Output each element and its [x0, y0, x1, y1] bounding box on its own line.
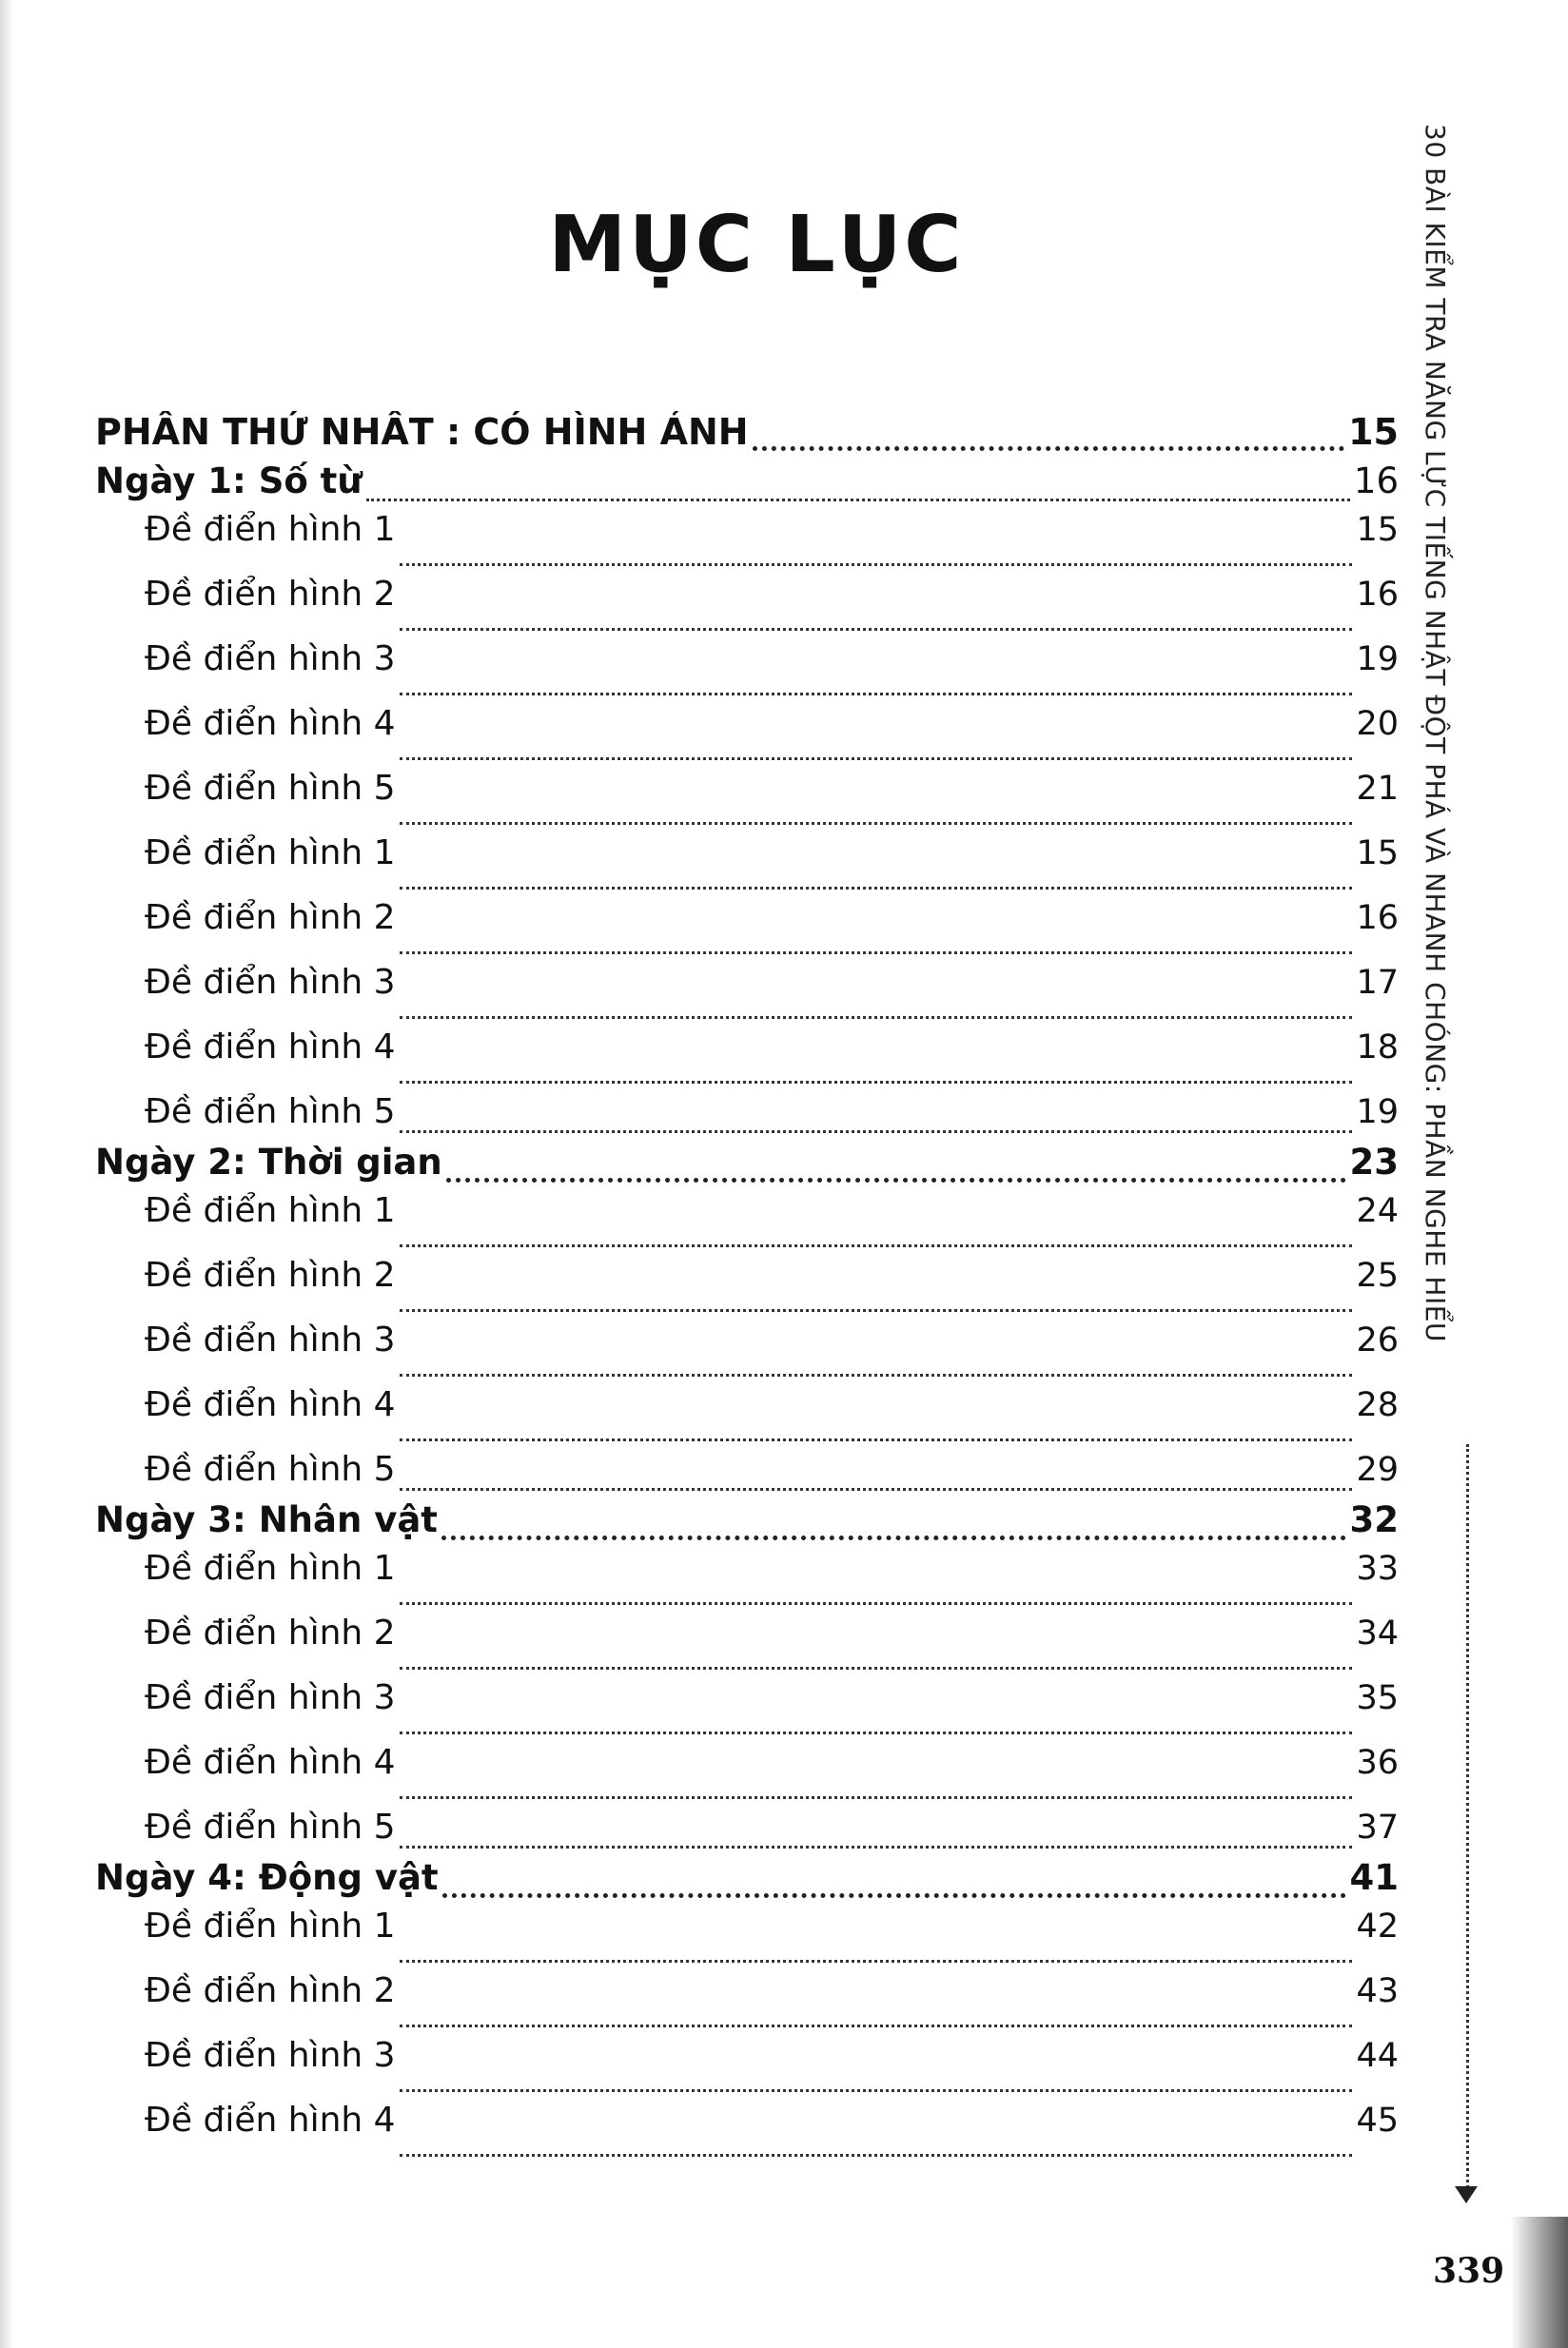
toc-label: Đề điển hình 3	[145, 639, 396, 678]
toc-label: Ngày 1: Số từ	[95, 460, 363, 501]
toc-label: Đề điển hình 4	[145, 2101, 396, 2140]
dot-leader	[400, 1488, 1353, 1491]
toc-label: Đề điển hình 1	[145, 1907, 396, 1946]
toc-entry[interactable]	[95, 575, 1399, 639]
toc-label: Đề điển hình 1	[145, 833, 396, 872]
toc-entry[interactable]	[95, 1907, 1399, 1971]
toc-page-number: 25	[1356, 1257, 1399, 1295]
toc-label: PHẦN THỨ NHẤT : CÓ HÌNH ẢNH	[95, 411, 749, 453]
toc-day-heading[interactable]	[95, 1142, 1399, 1191]
toc-page-number: 19	[1356, 640, 1399, 678]
page-title: MỤC LỤC	[548, 200, 965, 290]
page-shadow-left	[0, 0, 13, 2348]
toc-entry[interactable]	[95, 510, 1399, 575]
toc-label: Ngày 3: Nhân vật	[95, 1499, 438, 1540]
toc-page-number: 43	[1356, 1972, 1399, 2010]
dot-leader	[400, 1667, 1353, 1670]
arrow-down-icon	[1455, 2186, 1478, 2203]
toc-page-number: 23	[1349, 1142, 1399, 1183]
toc-entry[interactable]	[95, 1256, 1399, 1321]
dot-leader	[400, 1374, 1353, 1377]
toc-label: Đề điển hình 1	[145, 510, 396, 549]
toc-entry[interactable]	[95, 1092, 1399, 1142]
toc-entry[interactable]	[95, 898, 1399, 963]
dot-leader	[400, 887, 1353, 890]
toc-label: Đề điển hình 2	[145, 1256, 396, 1295]
dot-leader	[400, 563, 1353, 566]
toc-entry[interactable]	[95, 1678, 1399, 1743]
toc-label: Đề điển hình 3	[145, 2036, 396, 2075]
dot-leader	[446, 1178, 1346, 1183]
dot-leader	[400, 1081, 1353, 1084]
toc-page-number: 15	[1356, 834, 1399, 872]
toc-entry[interactable]	[95, 639, 1399, 704]
toc-label: Đề điển hình 4	[145, 1385, 396, 1424]
dot-leader	[441, 1536, 1346, 1540]
dot-leader	[400, 757, 1353, 760]
toc-entry[interactable]	[95, 1385, 1399, 1450]
dot-leader	[400, 1796, 1353, 1799]
toc-page-number: 26	[1356, 1321, 1399, 1360]
table-of-contents	[95, 411, 1399, 2165]
toc-page-number: 32	[1349, 1499, 1399, 1540]
toc-label: Đề điển hình 3	[145, 1678, 396, 1717]
side-dotted-line	[1466, 1444, 1469, 2188]
toc-page-number: 28	[1356, 1386, 1399, 1424]
toc-page-number: 16	[1356, 576, 1399, 614]
toc-page-number: 21	[1356, 770, 1399, 808]
toc-label: Đề điển hình 5	[145, 1092, 396, 1131]
toc-day-heading[interactable]	[95, 460, 1399, 510]
toc-entry[interactable]	[95, 1191, 1399, 1256]
toc-label: Ngày 2: Thời gian	[95, 1142, 442, 1183]
toc-page-number: 24	[1356, 1192, 1399, 1230]
toc-page-number: 18	[1356, 1028, 1399, 1066]
dot-leader	[442, 1893, 1346, 1898]
dot-leader	[366, 499, 1350, 501]
toc-page-number: 20	[1356, 705, 1399, 743]
dot-leader	[400, 951, 1353, 954]
toc-label: Đề điển hình 1	[145, 1549, 396, 1588]
toc-page-number: 19	[1356, 1093, 1399, 1131]
toc-entry[interactable]	[95, 1027, 1399, 1092]
toc-page-number: 34	[1356, 1614, 1399, 1653]
toc-page-number: 29	[1356, 1451, 1399, 1489]
dot-leader	[400, 1309, 1353, 1312]
toc-entry[interactable]	[95, 2036, 1399, 2101]
toc-label: Đề điển hình 2	[145, 1971, 396, 2010]
toc-day-heading[interactable]	[95, 1857, 1399, 1907]
toc-entry[interactable]	[95, 2101, 1399, 2165]
toc-page-number: 41	[1349, 1857, 1399, 1898]
toc-entry[interactable]	[95, 1971, 1399, 2036]
toc-part-heading[interactable]	[95, 411, 1399, 460]
toc-page-number: 42	[1356, 1908, 1399, 1946]
toc-label: Đề điển hình 2	[145, 898, 396, 937]
dot-leader	[753, 446, 1345, 451]
dot-leader	[400, 1016, 1353, 1019]
toc-page-number: 15	[1348, 411, 1399, 453]
toc-page-number: 16	[1353, 460, 1399, 501]
toc-label: Đề điển hình 4	[145, 704, 396, 743]
dot-leader	[400, 1438, 1353, 1441]
toc-label: Đề điển hình 2	[145, 1614, 396, 1653]
toc-entry[interactable]	[95, 1321, 1399, 1385]
toc-day-heading[interactable]	[95, 1499, 1399, 1549]
toc-entry[interactable]	[95, 1614, 1399, 1678]
dot-leader	[400, 628, 1353, 631]
toc-label: Đề điển hình 5	[145, 1808, 396, 1847]
toc-label: Đề điển hình 1	[145, 1191, 396, 1230]
toc-page-number: 15	[1356, 511, 1399, 549]
toc-page-number: 33	[1356, 1550, 1399, 1588]
dot-leader	[400, 822, 1353, 825]
toc-page-number: 16	[1356, 899, 1399, 937]
dot-leader	[400, 1732, 1353, 1734]
toc-label: Đề điển hình 3	[145, 963, 396, 1002]
dot-leader	[400, 1244, 1353, 1247]
toc-label: Đề điển hình 3	[145, 1321, 396, 1360]
toc-page-number: 37	[1356, 1809, 1399, 1847]
running-header-vertical: 30 BÀI KIỂM TRA NĂNG LỰC TIẾNG NHẬT ĐỘT PHÁ VÀ NHANH CHÓNG: PHẦN NGHE HIỂU	[1420, 124, 1451, 1342]
toc-label: Đề điển hình 5	[145, 1450, 396, 1489]
toc-label: Ngày 4: Động vật	[95, 1857, 439, 1898]
toc-entry[interactable]	[95, 704, 1399, 769]
toc-page-number: 36	[1356, 1744, 1399, 1782]
toc-entry[interactable]	[95, 963, 1399, 1027]
dot-leader	[400, 2154, 1353, 2157]
toc-page-number: 44	[1356, 2037, 1399, 2075]
dot-leader	[400, 2089, 1353, 2092]
dot-leader	[400, 2025, 1353, 2027]
page-shadow-corner	[1511, 2217, 1568, 2348]
dot-leader	[400, 1602, 1353, 1605]
dot-leader	[400, 1960, 1353, 1963]
toc-label: Đề điển hình 4	[145, 1027, 396, 1066]
toc-entry[interactable]	[95, 769, 1399, 833]
toc-label: Đề điển hình 5	[145, 769, 396, 808]
dot-leader	[400, 693, 1353, 695]
toc-entry[interactable]	[95, 1808, 1399, 1857]
dot-leader	[400, 1130, 1353, 1133]
toc-page-number: 35	[1356, 1679, 1399, 1717]
toc-entry[interactable]	[95, 1450, 1399, 1499]
toc-entry[interactable]	[95, 1743, 1399, 1808]
toc-page-number: 17	[1356, 964, 1399, 1002]
dot-leader	[400, 1846, 1353, 1849]
toc-page-number: 45	[1356, 2102, 1399, 2140]
toc-entry[interactable]	[95, 1549, 1399, 1614]
toc-entry[interactable]	[95, 833, 1399, 898]
page-number: 339	[1433, 2251, 1505, 2291]
toc-label: Đề điển hình 2	[145, 575, 396, 614]
toc-label: Đề điển hình 4	[145, 1743, 396, 1782]
